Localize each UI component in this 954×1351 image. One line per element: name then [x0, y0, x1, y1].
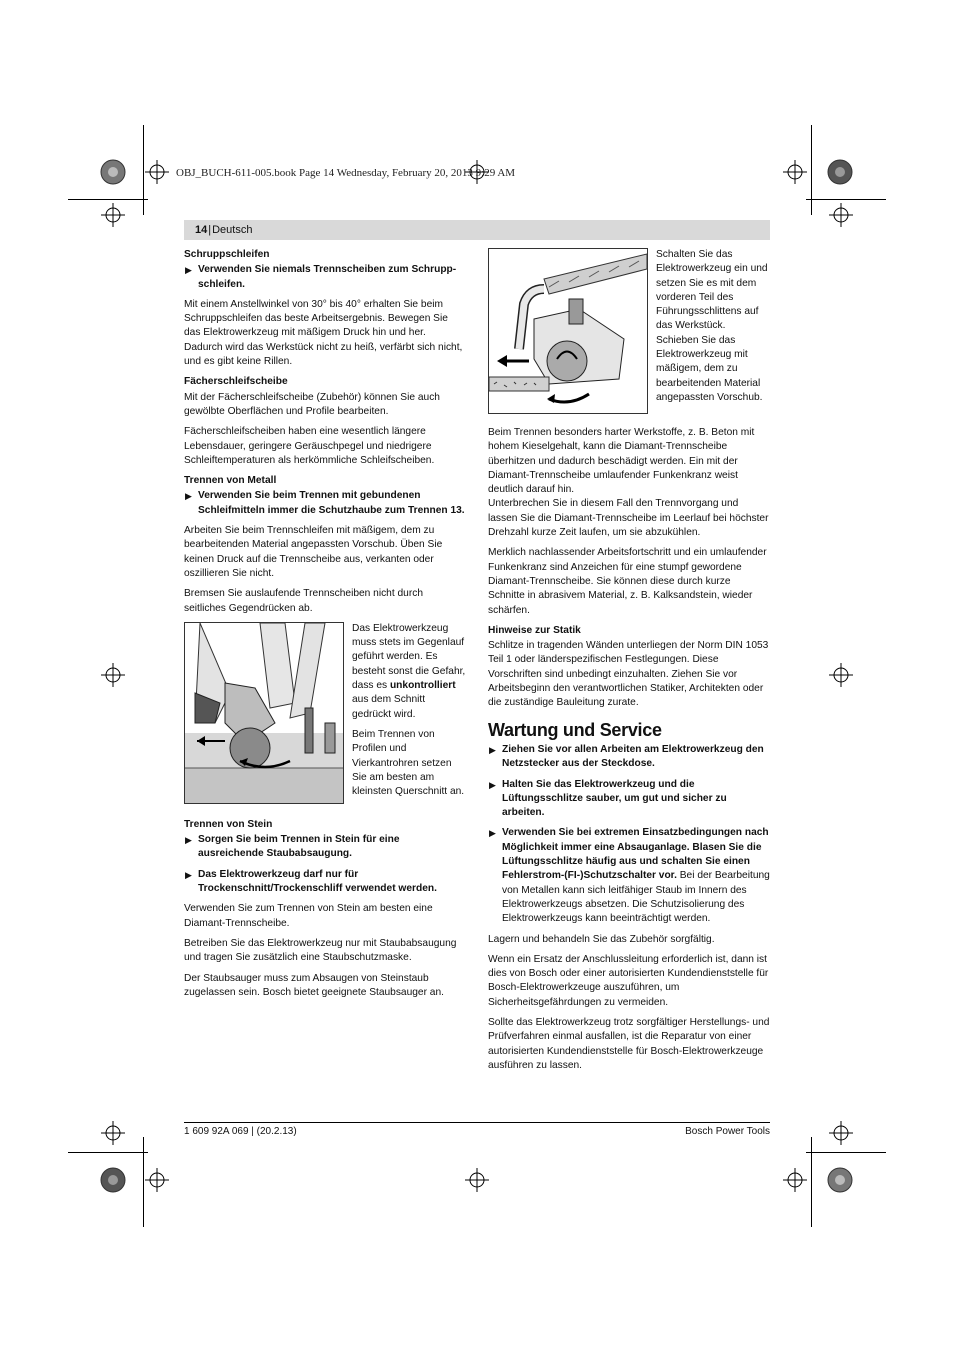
paragraph-right-4: Lagern und behandeln Sie das Zubehör sorgfältig.: [488, 933, 715, 945]
paragraph-metall-1: Arbeiten Sie beim Trennschleifen mit mäßigem, dem zu bearbeitenden Material angepassten Vorschub. Üben Sie keinen Druck auf die Trennscheibe aus, verkanten oder oszillieren Sie nicht.: [184, 525, 443, 579]
paragraph-stein-1: Verwenden Sie zum Trennen von Stein am besten eine Diamant-Trennscheibe.: [184, 903, 433, 929]
footer-brand: Bosch Power Tools: [685, 1126, 770, 1137]
paragraph-right-6: Sollte das Elektrowerkzeug trotz sorgfältiger Herstellungs- und Prüfverfahren einmal ausfallen, ist die Reparatur von einer autorisierten Kundendienststelle für Bosch-Elektrowerkzeuge ausführen zu lassen.: [488, 1016, 770, 1071]
registration-crosshair-icon: [465, 1168, 489, 1192]
footer-doc-number: 1 609 92A 069 | (20.2.13): [184, 1126, 297, 1137]
bullet-wartung-1: ▶ Ziehen Sie vor allen Arbeiten am Elektrowerkzeug den Netzstecker aus der Steckdose.: [489, 743, 764, 770]
registration-crosshair-icon: [829, 663, 853, 687]
paragraph-stein-3: Der Staubsauger muss zum Absaugen von Steinstaub zugelassen sein. Bosch bietet geeignete Staubsauger an.: [184, 972, 444, 998]
color-target-icon: [101, 1168, 125, 1192]
paragraph-statik: Schlitze in tragenden Wänden unterliegen der Norm DIN 1053 Teil 1 oder länderspezifischen Festlegungen. Diese Vorschriften sind unbedingt einzuhalten. Ziehen Sie vor Arbeitsbeginn den verantwortlichen Statiker, Architekten oder die zuständige Bauleitung zurate.: [488, 640, 769, 709]
bullet-triangle-icon: ▶: [489, 744, 496, 755]
header-language: Deutsch: [212, 224, 253, 236]
bullet-wartung-3: ▶ Verwenden Sie bei extremen Einsatzbedingungen nach Möglichkeit immer eine Absauganlage. Blasen Sie die Lüftungsschlitze häufig aus und schalten Sie einen Fehlerstrom-(FI-)Schutzschalter vor. Bei der Bearbeitung von Metallen kann sich leitfähiger Staub im Innern des Elektrowerkzeugs absetzen. Die Schutzisolierung des Elektrowerkzeugs kann beeinträchtigt werden.: [489, 827, 770, 925]
left-column: [184, 248, 466, 1006]
heading-statik: Hinweise zur Statik: [488, 624, 581, 636]
color-target-icon: [101, 160, 125, 184]
bullet-stein-1: ▶ Sorgen Sie beim Trennen in Stein für eine ausreichende Staubabsaugung.: [185, 834, 400, 860]
bullet-triangle-icon: ▶: [489, 779, 496, 790]
print-header: OBJ_BUCH-611-005.book Page 14 Wednesday, February 20, 2013 9:29 AM: [176, 167, 516, 179]
registration-crosshair-icon: [101, 203, 125, 227]
bullet-stein-2: ▶ Das Elektrowerkzeug darf nur für Trockenschnitt/Trockenschliff verwendet werden.: [185, 868, 437, 895]
paragraph-faecher-2: Fächerschleifscheiben haben eine wesentlich längere Lebensdauer, geringere Geräuschpegel und niedrigere Schleiftemperaturen als herkömmliche Schleifscheiben.: [184, 426, 435, 466]
figure-cutting-metal: [184, 622, 344, 804]
right-column: [488, 248, 770, 1079]
heading-schruppschleifen: Schruppschleifen: [184, 249, 270, 260]
figure-cutting-stone: [488, 248, 648, 414]
paragraph-faecher-1: Mit der Fächerschleifscheibe (Zubehör) können Sie auch gewölbte Oberflächen und Profile bearbeiten.: [184, 391, 440, 417]
bullet-schrupp: ▶ Verwenden Sie niemals Trennscheiben zum Schrupp-schleifen.: [185, 264, 457, 290]
color-target-icon: [828, 1168, 852, 1192]
heading-wartung-service: Wartung und Service: [488, 719, 662, 740]
paragraph-right-2: Unterbrechen Sie in diesem Fall den Trennvorgang und lassen Sie die Diamant-Trennscheibe im Leerlauf bei höchster Drehzahl kurze Zeit laufen, um sie abzukühlen.: [488, 498, 769, 539]
registration-crosshair-icon: [101, 1121, 125, 1145]
registration-crosshair-icon: [783, 160, 807, 184]
bullet-wartung-2: ▶ Halten Sie das Elektrowerkzeug und die Lüftungsschlitze sauber, um gut und sicher zu arbeiten.: [489, 778, 727, 819]
paragraph-right-5: Wenn ein Ersatz der Anschlussleitung erforderlich ist, dann ist dies von Bosch oder einer autorisierten Kundendienststelle für Bosch-Elektrowerkzeuge auszuführen, um Sicherheitsgefährdungen zu vermeiden.: [488, 953, 769, 1008]
footer-rule: [184, 1122, 770, 1123]
color-target-icon: [828, 160, 852, 184]
paragraph-right-1: Beim Trennen besonders harter Werkstoffe, z. B. Beton mit hohem Kieselgehalt, kann die Diamant-Trennscheibe überhitzen und dadurch beschädigt werden. Ein mit der Diamant-Trennscheibe umlaufender Funkenkranz weist deutlich darauf hin.: [488, 427, 755, 496]
registration-crosshair-icon: [783, 1168, 807, 1192]
bullet-triangle-icon: ▶: [185, 835, 192, 846]
bullet-triangle-icon: ▶: [185, 869, 192, 880]
registration-crosshair-icon: [829, 1121, 853, 1145]
page-number: 14: [195, 224, 208, 236]
registration-crosshair-icon: [101, 663, 125, 687]
registration-crosshair-icon: [829, 203, 853, 227]
registration-crosshair-icon: [145, 1168, 169, 1192]
registration-crosshair-icon: [145, 160, 169, 184]
paragraph-right-3: Merklich nachlassender Arbeitsfortschritt und ein umlaufender Funkenkranz sind Anzeichen für eine stumpf gewordene Diamant-Trennscheibe. Sie können diese durch kurze Schnitte in abrasivem Material, z. B. Kalksandstein, wieder schärfen.: [488, 547, 767, 616]
heading-trennen-metall: Trennen von Metall: [184, 475, 277, 487]
heading-faecherschleifscheibe: Fächerschleifscheibe: [184, 376, 288, 388]
figure-metal-caption: Das Elektrowerkzeug muss stets im Gegenlauf geführt werden. Es besteht sonst die Gefahr, dass es unkontrolliert aus dem Schnitt gedrückt wird. Beim Trennen von Profilen und Vierkantrohren setzen Sie am besten am kleinsten Querschnitt an.: [352, 622, 466, 798]
paragraph-stein-2: Betreiben Sie das Elektrowerkzeug nur mit Staubabsaugung und tragen Sie zusätzlich eine Staubschutzmaske.: [184, 937, 457, 964]
bullet-triangle-icon: ▶: [489, 828, 496, 839]
heading-trennen-stein: Trennen von Stein: [184, 818, 273, 830]
bullet-metall: ▶ Verwenden Sie beim Trennen mit gebundenen Schleifmitteln immer die Schutzhaube zum Trennen 13.: [185, 490, 465, 516]
header-separator: |: [208, 224, 212, 236]
page-header-bar: [184, 220, 770, 240]
bullet-triangle-icon: ▶: [185, 265, 192, 276]
paragraph-metall-2: Bremsen Sie auslaufende Trennscheiben nicht durch seitliches Gegendrücken ab.: [184, 588, 423, 614]
bullet-triangle-icon: ▶: [185, 491, 192, 502]
figure-stone-caption: Schalten Sie das Elektrowerkzeug ein und setzen Sie es mit dem vorderen Teil des Führungsschlittens auf das Werkstück. Schieben Sie das Elektrowerkzeug mit mäßigem, dem zu bearbeitenden Material angepassten Vorschub.: [656, 249, 768, 403]
paragraph-schrupp: Mit einem Anstellwinkel von 30° bis 40° erhalten Sie beim Schruppschleifen das beste Arbeitsergebnis. Bewegen Sie das Elektrowerkzeug mit mäßigem Druck hin und her. Dadurch wird das Werkstück nicht zu heiß, verfärbt sich nicht, und es gibt keine Rillen.: [184, 298, 463, 368]
